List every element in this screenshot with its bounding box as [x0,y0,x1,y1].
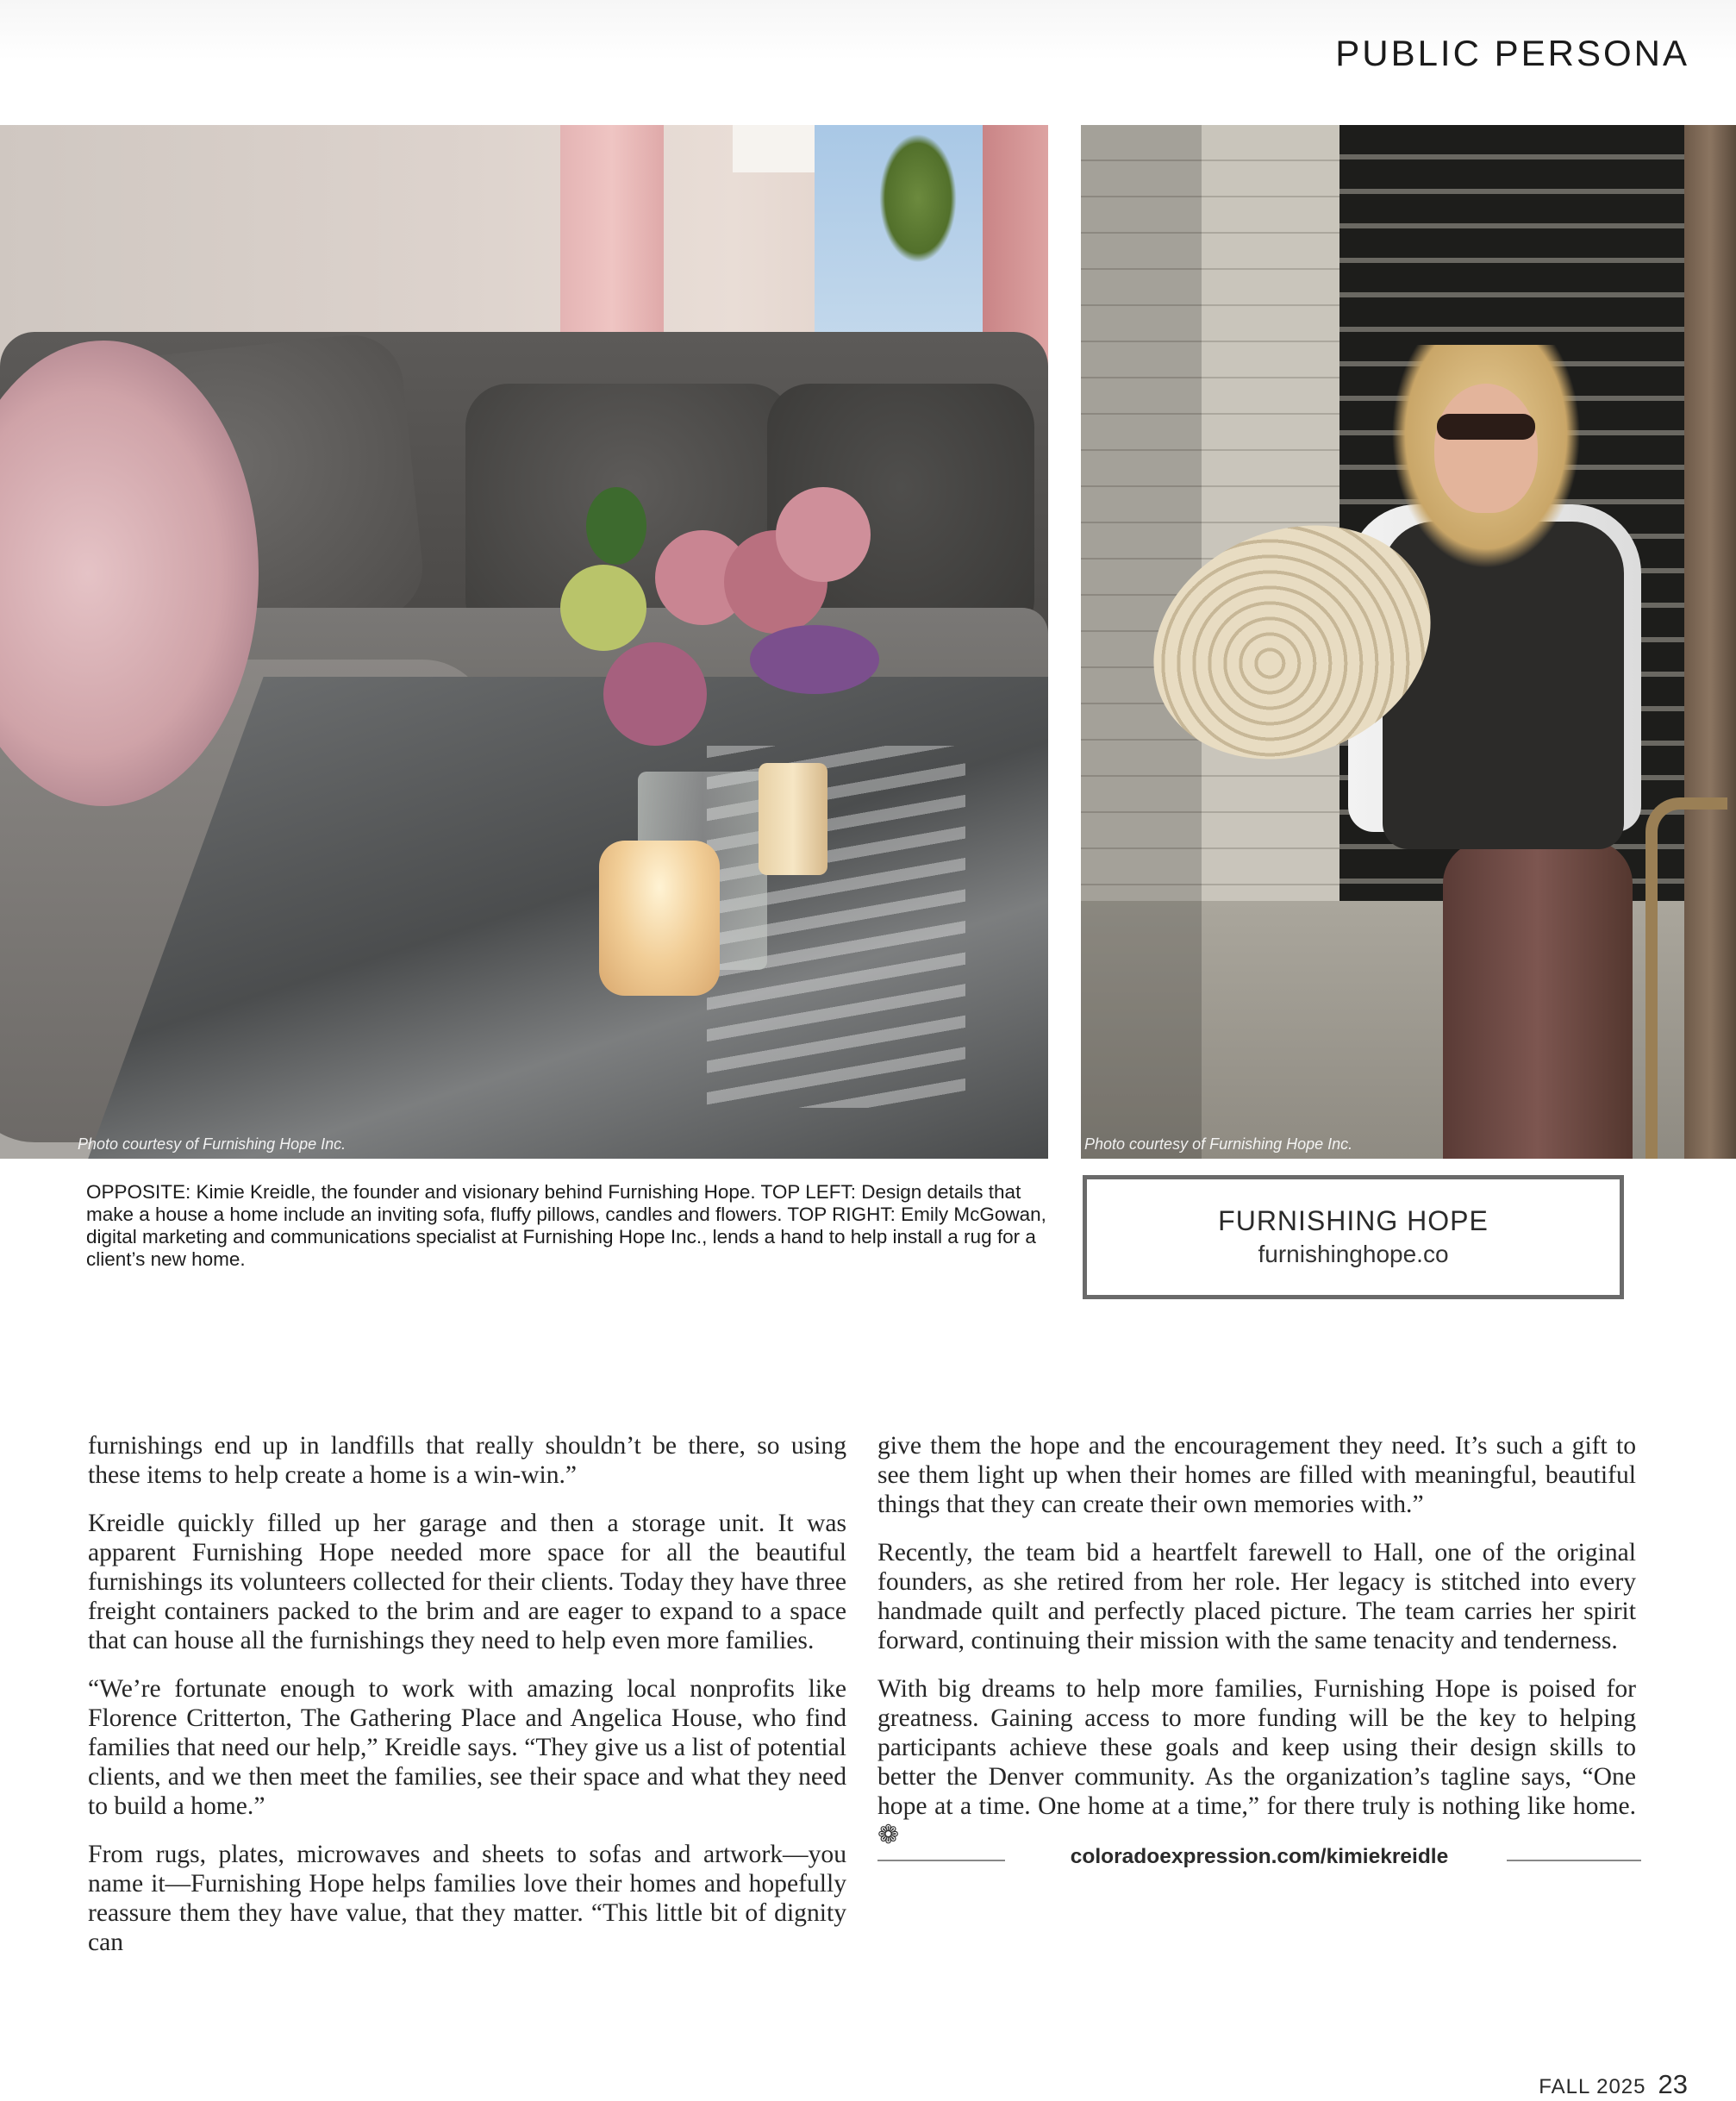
section-header: PUBLIC PERSONA [1335,33,1689,73]
paragraph: furnishings end up in landfills that really shouldn’t be there, so using these items to help create a home is a win-win.” [88,1432,846,1489]
divider [1507,1860,1641,1861]
photo-credit-left: Photo courtesy of Furnishing Hope Inc. [78,1135,347,1153]
article-link[interactable]: coloradoexpression.com/kimiekreidle [1070,1845,1449,1868]
article-column-right [877,1431,1636,1869]
organization-name: FURNISHING HOPE [1218,1205,1489,1236]
paragraph: “We’re fortunate enough to work with amazing local nonprofits like Florence Critterton, The Gathering Place and Angelica House, who find families that need our help,” Kreidle says. “They give us a list of potential clients, and we then meet the families, see their space and what they need to build a home.” [88,1675,846,1820]
page-number: 23 [1658,2069,1688,2099]
issue-label: FALL 2025 [1539,2075,1646,2098]
article-link-row [877,1845,1641,1879]
paragraph: Recently, the team bid a heartfelt farewell to Hall, one of the original founders, as she retired from her role. Her legacy is stitched into every handmade quilt and perfectly placed picture. The team carries her spirit forward, continuing their mission with the same tenacity and tenderness. [877,1539,1636,1654]
paragraph: From rugs, plates, microwaves and sheets to sofas and artwork—you name it—Furnishing Hope helps families love their homes and hopefully reassure them they have value, that they matter. “This little bit of dignity can [88,1841,846,1956]
paragraph-text: With big dreams to help more families, Furnishing Hope is poised for greatness. Gaining access to more funding will be the key to helping participants achieve these goals and keep using their design skills to better the Denver community. As the organization’s tagline says, “One hope at a time. One home at a time,” for there truly is nothing like home. [877,1675,1636,1820]
paragraph [877,1674,1636,1850]
end-mark-icon: ❁ [877,1821,900,1849]
paragraph: Kreidle quickly filled up her garage and then a storage unit. It was apparent Furnishing Hope needed more space for all the beautiful furnishings its volunteers collected for their clients. Today they have three freight containers packed to the brim and are eager to expand to a space that can house all the furnishings they need to help even more families. [88,1510,846,1654]
organization-url[interactable]: furnishinghope.co [1258,1241,1449,1267]
paragraph: give them the hope and the encouragement they need. It’s such a gift to see them light up when their homes are filled with meaningful, beautiful things that they can create their own memories with.” [877,1432,1636,1518]
photo-caption: OPPOSITE: Kimie Kreidle, the founder and visionary behind Furnishing Hope. TOP LEFT: Design details that make a house a home include an inviting sofa, fluffy pillows, candles and flowers. TOP RIGHT: Emily McGowan, digital marketing and communications specialist at Furnishing Hope Inc., lends a hand to help install a rug for a client’s new home. [86,1181,1046,1270]
page-footer [1539,2069,1688,2100]
article-column-left [88,1431,846,1976]
organization-box [1083,1175,1624,1299]
photo-sofa-table [0,125,1048,1159]
photo-woman-rug [1081,125,1736,1159]
photo-credit-right: Photo courtesy of Furnishing Hope Inc. [1084,1135,1353,1153]
